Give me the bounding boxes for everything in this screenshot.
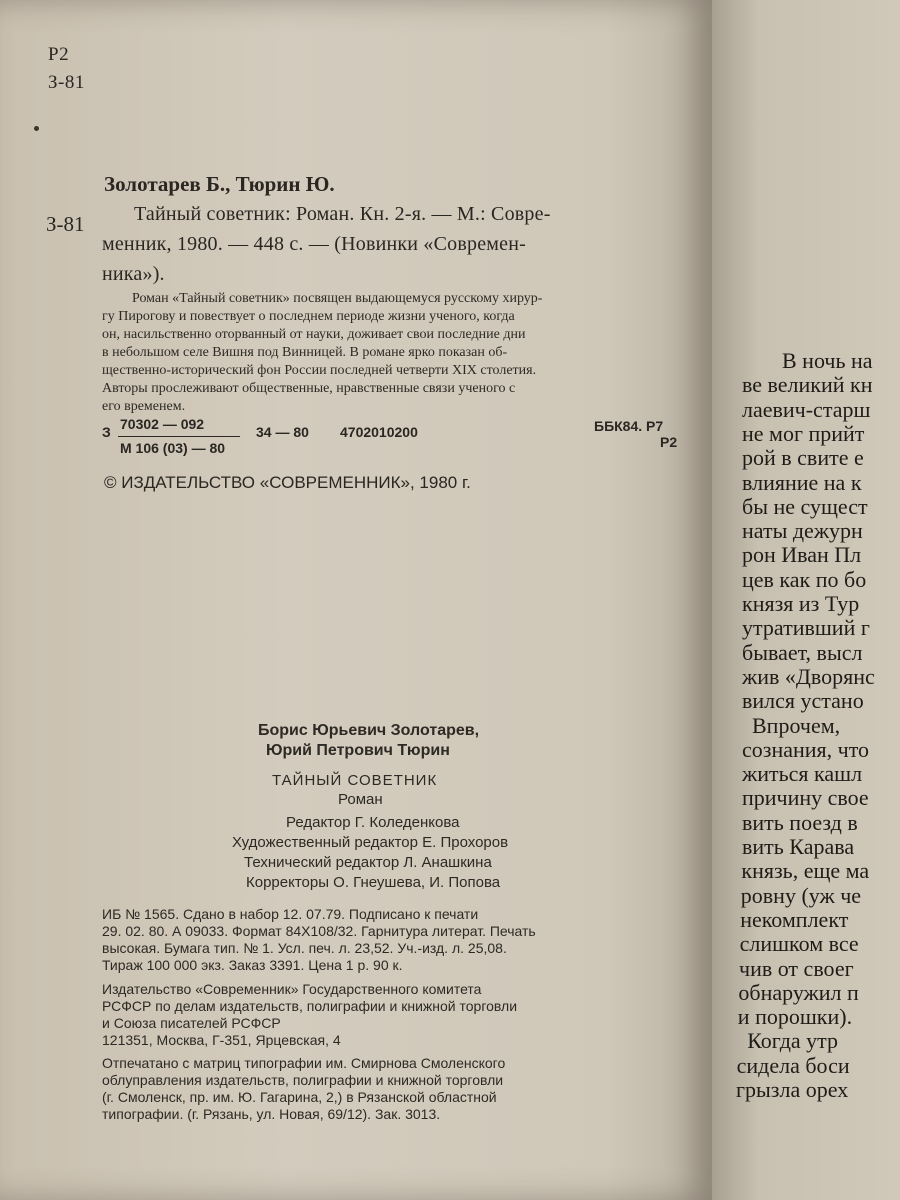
printer-line: типографии. (г. Рязань, ул. Новая, 69/12). Зак. 3013. — [102, 1106, 441, 1122]
index-denominator: М 106 (03) — 80 — [120, 440, 226, 456]
description-line: ника»). — [102, 263, 165, 285]
description-line: менник, 1980. — 448 с. — (Новинки «Современ- — [102, 233, 526, 255]
body-text-line: жив «Дворянс — [742, 663, 875, 689]
body-text-line: влияние на к — [742, 469, 862, 495]
body-text-line: рон Иван Пл — [742, 542, 862, 568]
index-middle: 34 — 80 — [256, 424, 309, 440]
body-text-line: вить Карава — [742, 834, 855, 859]
body-text-line: цев как по бо — [742, 566, 867, 592]
body-text-line: Впрочем, — [752, 712, 841, 738]
body-text-line: некомплект — [740, 906, 849, 932]
spec-line: высокая. Бумага тип. № 1. Усл. печ. л. 23,52. Уч.-изд. л. 25,08. — [102, 940, 507, 956]
publisher-line: 121351, Москва, Г-351, Ярцевская, 4 — [102, 1032, 341, 1048]
classification-code: Р2 — [48, 44, 70, 65]
annotation-line: он, насильственно оторванный от науки, доживает свои последние дни — [102, 327, 526, 342]
body-text-line: вить поезд в — [742, 809, 858, 835]
spec-line: Тираж 100 000 экз. Заказ 3391. Цена 1 р. 90 к. — [102, 957, 403, 973]
publisher-line: Издательство «Современник» Государственного комитета — [102, 981, 482, 997]
body-text-line: утративший г — [742, 615, 870, 641]
spec-line: 29. 02. 80. А 09033. Формат 84X108/32. Гарнитура литерат. Печать — [102, 923, 536, 939]
body-text-line: Когда утр — [747, 1028, 839, 1054]
body-text-line: бы не сущест — [742, 493, 868, 519]
body-text-line: вился устано — [742, 688, 864, 714]
credit-line: Художественный редактор Е. Прохоров — [232, 834, 509, 851]
body-text-line: обнаружил п — [738, 979, 859, 1005]
index-numerator: 70302 — 092 — [120, 416, 205, 432]
annotation-line: Авторы прослеживают общественные, нравственные связи ученого с — [102, 381, 516, 396]
printer-line: облуправления издательств, полиграфии и книжной торговли — [102, 1072, 504, 1088]
colophon-author: Борис Юрьевич Золотарев, — [258, 722, 480, 739]
annotation-line: щественно-исторический фон России последней четверти XIX столетия. — [102, 363, 537, 378]
printer-line: Отпечатано с матриц типографии им. Смирнова Смоленского — [102, 1055, 506, 1071]
annotation-line: Роман «Тайный советник» посвящен выдающемуся русскому хирур- — [132, 291, 543, 306]
spec-line: ИБ № 1565. Сдано в набор 12. 07.79. Подписано к печати — [102, 906, 479, 922]
fraction-bar — [118, 436, 240, 437]
body-text-line: сознания, что — [742, 736, 870, 762]
annotation-line: в небольшом селе Вишня под Винницей. В романе ярко показан об- — [102, 345, 508, 360]
bbk-code: ББК84. Р7 — [594, 418, 664, 434]
margin-dot — [34, 126, 39, 131]
description-line: Тайный советник: Роман. Кн. 2-я. — М.: Совре- — [134, 203, 551, 225]
colophon-genre: Роман — [338, 791, 383, 808]
printer-line: (г. Смоленск, пр. им. Ю. Гагарина, 2,) в Рязанской областной — [102, 1089, 497, 1105]
body-text-line: лаевич-старш — [742, 396, 871, 422]
colophon-author: Юрий Петрович Тюрин — [266, 742, 450, 759]
body-text-line: грызла орех — [736, 1077, 849, 1102]
body-text-line: причину свое — [742, 785, 869, 811]
classification-code: З-81 — [48, 72, 85, 93]
credit-line: Редактор Г. Коледенкова — [286, 814, 460, 831]
bbk-code-secondary: Р2 — [660, 434, 678, 450]
body-text-line: чив от своег — [739, 955, 854, 981]
card-code: З-81 — [46, 212, 85, 236]
index-letter: З — [102, 424, 111, 440]
body-text-line: и порошки). — [737, 1004, 853, 1030]
body-text-line: рой в свите е — [742, 445, 864, 471]
publisher-line: РСФСР по делам издательств, полиграфии и книжной торговли — [102, 998, 518, 1014]
body-text-line: не мог прийт — [742, 420, 865, 446]
body-text-line: слишком все — [739, 931, 859, 957]
body-text-line: наты дежурн — [742, 518, 863, 544]
right-page — [712, 0, 900, 1200]
index-code: 4702010200 — [340, 424, 418, 440]
copyright-line: © ИЗДАТЕЛЬСТВО «СОВРЕМЕННИК», 1980 г. — [104, 473, 471, 492]
body-text-line: бывает, высл — [742, 639, 863, 665]
colophon-title: ТАЙНЫЙ СОВЕТНИК — [272, 772, 438, 789]
credit-line: Корректоры О. Гнеушева, И. Попова — [246, 874, 501, 891]
body-text-line: князя из Тур — [742, 591, 860, 616]
author-heading: Золотарев Б., Тюрин Ю. — [104, 172, 335, 196]
annotation-line: его временем. — [102, 399, 186, 414]
credit-line: Технический редактор Л. Анашкина — [244, 854, 492, 871]
body-text-line: сидела боси — [736, 1052, 850, 1078]
publisher-line: и Союза писателей РСФСР — [102, 1015, 281, 1031]
body-text-line: ве великий кн — [742, 372, 873, 398]
body-text-line: ровну (уж че — [740, 882, 862, 908]
annotation-line: гу Пирогову и повествует о последнем периоде жизни ученого, когда — [102, 309, 515, 324]
body-text-line: В ночь на — [782, 348, 873, 373]
body-text-line: житься кашл — [742, 761, 863, 787]
body-text-line: князь, еще ма — [741, 858, 870, 884]
